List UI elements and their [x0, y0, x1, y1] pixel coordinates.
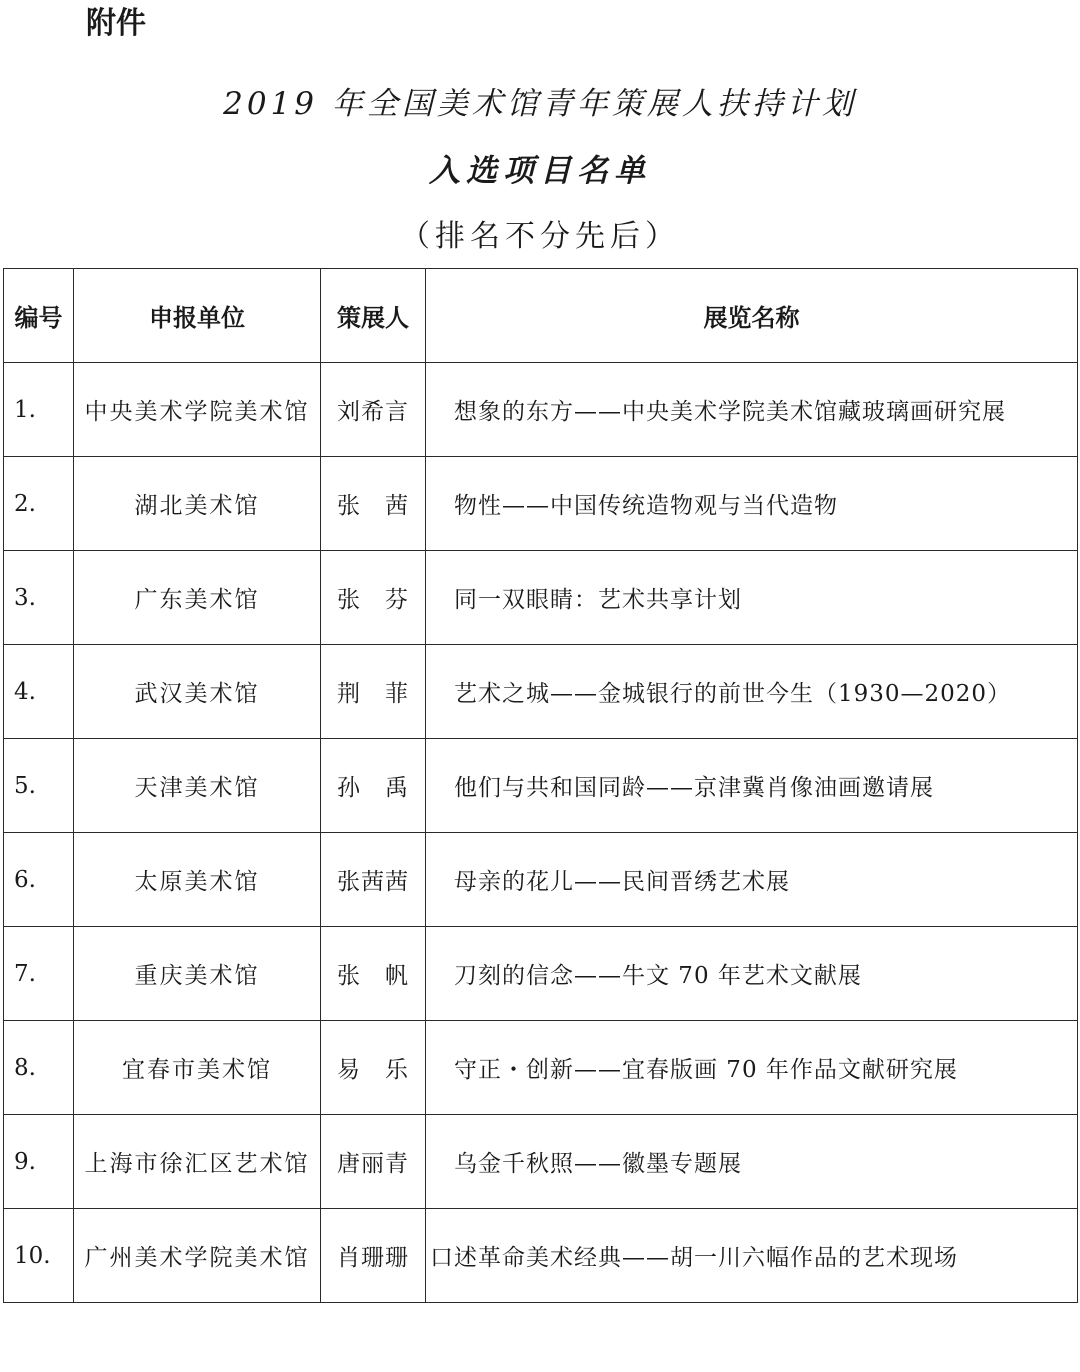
row-number: 9. [4, 1115, 74, 1209]
row-curator: 唐丽青 [321, 1115, 426, 1209]
row-exhibition: 乌金千秋照——徽墨专题展 [426, 1115, 1078, 1209]
selected-projects-table [3, 268, 1078, 1303]
row-curator: 张 帆 [321, 927, 426, 1021]
row-curator: 肖珊珊 [321, 1209, 426, 1303]
ranking-note: （排名不分先后） [400, 219, 680, 254]
row-unit: 湖北美术馆 [74, 457, 321, 551]
row-curator: 张 茜 [321, 457, 426, 551]
row-number: 7. [4, 927, 74, 1021]
row-number: 5. [4, 739, 74, 833]
table-row [4, 833, 1078, 927]
row-exhibition: 同一双眼睛：艺术共享计划 [426, 551, 1078, 645]
row-exhibition: 口述革命美术经典——胡一川六幅作品的艺术现场 [426, 1209, 1078, 1303]
table-header-row [4, 269, 1078, 363]
header-exhibition: 展览名称 [426, 269, 1078, 363]
row-number: 10. [4, 1209, 74, 1303]
row-exhibition: 物性——中国传统造物观与当代造物 [426, 457, 1078, 551]
attachment-label: 附件 [86, 6, 146, 41]
row-unit: 太原美术馆 [74, 833, 321, 927]
row-unit: 广州美术学院美术馆 [74, 1209, 321, 1303]
row-exhibition: 艺术之城——金城银行的前世今生（1930—2020） [426, 645, 1078, 739]
row-number: 1. [4, 363, 74, 457]
row-exhibition: 想象的东方——中央美术学院美术馆藏玻璃画研究展 [426, 363, 1078, 457]
header-curator: 策展人 [321, 269, 426, 363]
row-curator: 易 乐 [321, 1021, 426, 1115]
document-subtitle: 入选项目名单 [429, 153, 651, 189]
row-unit: 上海市徐汇区艺术馆 [74, 1115, 321, 1209]
row-curator: 孙 禹 [321, 739, 426, 833]
row-exhibition: 母亲的花儿——民间晋绣艺术展 [426, 833, 1078, 927]
row-curator: 荆 菲 [321, 645, 426, 739]
row-number: 4. [4, 645, 74, 739]
row-unit: 天津美术馆 [74, 739, 321, 833]
table-row [4, 1021, 1078, 1115]
row-unit: 广东美术馆 [74, 551, 321, 645]
table-row [4, 1209, 1078, 1303]
row-curator: 张茜茜 [321, 833, 426, 927]
row-exhibition: 他们与共和国同龄——京津冀肖像油画邀请展 [426, 739, 1078, 833]
row-number: 2. [4, 457, 74, 551]
table-row [4, 457, 1078, 551]
document-title: 2019 年全国美术馆青年策展人扶持计划 [223, 86, 857, 122]
header-unit: 申报单位 [74, 269, 321, 363]
table-row [4, 363, 1078, 457]
row-number: 6. [4, 833, 74, 927]
row-unit: 中央美术学院美术馆 [74, 363, 321, 457]
table-row [4, 927, 1078, 1021]
table-row [4, 645, 1078, 739]
header-number: 编号 [4, 269, 74, 363]
table-row [4, 1115, 1078, 1209]
table-row [4, 739, 1078, 833]
row-number: 3. [4, 551, 74, 645]
row-curator: 张 芬 [321, 551, 426, 645]
row-unit: 宜春市美术馆 [74, 1021, 321, 1115]
row-exhibition: 刀刻的信念——牛文 70 年艺术文献展 [426, 927, 1078, 1021]
table-row [4, 551, 1078, 645]
row-curator: 刘希言 [321, 363, 426, 457]
row-number: 8. [4, 1021, 74, 1115]
row-unit: 武汉美术馆 [74, 645, 321, 739]
row-unit: 重庆美术馆 [74, 927, 321, 1021]
row-exhibition: 守正・创新——宜春版画 70 年作品文献研究展 [426, 1021, 1078, 1115]
